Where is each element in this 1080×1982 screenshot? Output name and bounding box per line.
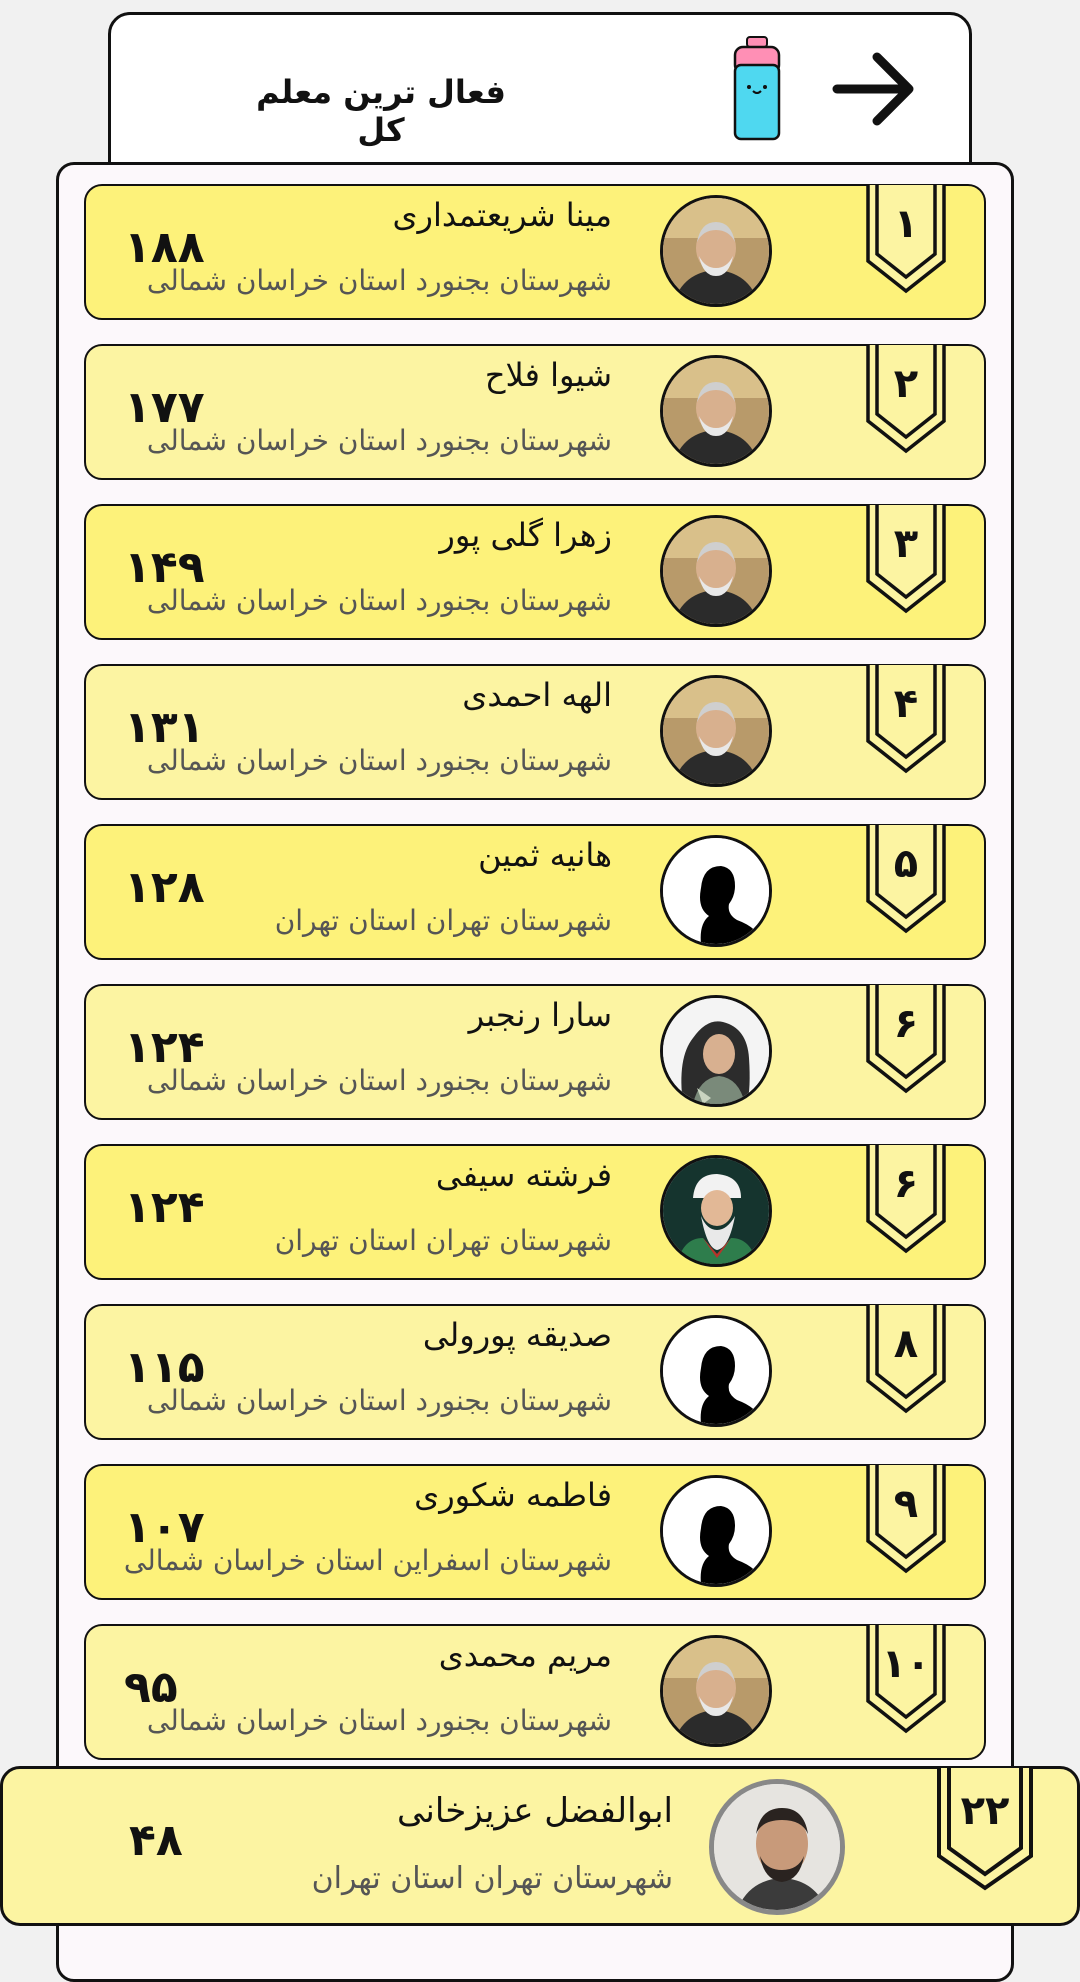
score: ۱۴۹ [124,542,205,593]
score: ۱۸۸ [124,222,205,273]
rank-badge [864,1303,948,1419]
rank-badge [864,823,948,939]
rank-number: ۶ [893,1161,919,1207]
avatar [660,675,772,787]
score: ۹۵ [124,1662,178,1713]
avatar [660,995,772,1107]
score: ۱۲۴ [124,1022,205,1073]
page-title: فعال ترین معلم کل [256,73,506,149]
score: ۱۲۸ [124,862,205,913]
rank-number: ۹ [893,1481,919,1527]
avatar [660,1155,772,1267]
score: ۱۱۵ [124,1342,205,1393]
avatar [660,355,772,467]
leaderboard-row[interactable] [84,984,986,1120]
avatar [660,515,772,627]
score: ۱۰۷ [124,1502,205,1553]
teacher-location: شهرستان بجنورد استان خراسان شمالی [146,584,612,617]
avatar [660,1315,772,1427]
rank-number: ۱ [893,201,919,247]
current-user-avatar [709,1779,845,1915]
rank-badge [864,1143,948,1259]
teacher-name: شیوا فلاح [484,356,612,394]
avatar [660,1635,772,1747]
teacher-location: شهرستان بجنورد استان خراسان شمالی [146,1704,612,1737]
teacher-location: شهرستان بجنورد استان خراسان شمالی [146,1384,612,1417]
avatar [660,1475,772,1587]
score: ۱۳۱ [124,702,205,753]
rank-badge [864,1623,948,1739]
teacher-location: شهرستان بجنورد استان خراسان شمالی [146,1064,612,1097]
teacher-name: فرشته سیفی [435,1156,612,1194]
rank-badge [864,503,948,619]
rank-number: ۴ [893,681,919,727]
leaderboard-row[interactable] [84,1624,986,1760]
teacher-location: شهرستان تهران استان تهران [274,1224,612,1257]
leaderboard-row[interactable] [84,184,986,320]
leaderboard-row[interactable] [84,504,986,640]
rank-badge [864,983,948,1099]
rank-number: ۲ [893,361,919,407]
leaderboard-row[interactable] [84,1304,986,1440]
teacher-name: زهرا گلی پور [439,516,612,554]
avatar [660,835,772,947]
rank-badge [864,663,948,779]
leaderboard-row[interactable] [84,344,986,480]
rank-number: ۸ [893,1321,919,1367]
rank-number: ۵ [893,841,919,887]
leaderboard-row[interactable] [84,1144,986,1280]
current-user-row[interactable] [0,1766,1080,1926]
teacher-location: شهرستان بجنورد استان خراسان شمالی [146,744,612,777]
rank-number: ۶ [893,1001,919,1047]
rank-badge [864,183,948,299]
score: ۱۷۷ [124,382,205,433]
rank-badge [864,1463,948,1579]
teacher-name: مینا شریعتمداری [392,196,612,234]
score: ۱۲۴ [124,1182,205,1233]
teacher-name: صدیقه پورولی [422,1316,612,1354]
current-user-location: شهرستان تهران استان تهران [311,1861,673,1896]
teacher-location: شهرستان بجنورد استان خراسان شمالی [146,264,612,297]
water-bottle-icon [731,35,783,143]
teacher-location: شهرستان اسفراین استان خراسان شمالی [123,1544,612,1577]
back-arrow-icon[interactable] [831,49,915,129]
teacher-location: شهرستان تهران استان تهران [274,904,612,937]
current-user-score: ۴۸ [129,1815,183,1866]
rank-number: ۳ [893,521,919,567]
leaderboard-row[interactable] [84,1464,986,1600]
teacher-name: فاطمه شکوری [414,1476,612,1514]
teacher-name: الهه احمدی [462,676,612,714]
avatar [660,195,772,307]
leaderboard-row[interactable] [84,664,986,800]
leaderboard-row[interactable] [84,824,986,960]
current-user-name: ابوالفضل عزیزخانی [397,1791,673,1831]
current-user-rank-badge [935,1766,1035,1896]
teacher-name: مریم محمدی [438,1636,612,1674]
current-user-rank: ۲۲ [960,1788,1010,1834]
rank-number: ۱۰ [881,1641,931,1687]
teacher-name: سارا رنجبر [468,996,612,1034]
rank-badge [864,343,948,459]
teacher-name: هانیه ثمین [478,836,612,874]
teacher-location: شهرستان بجنورد استان خراسان شمالی [146,424,612,457]
